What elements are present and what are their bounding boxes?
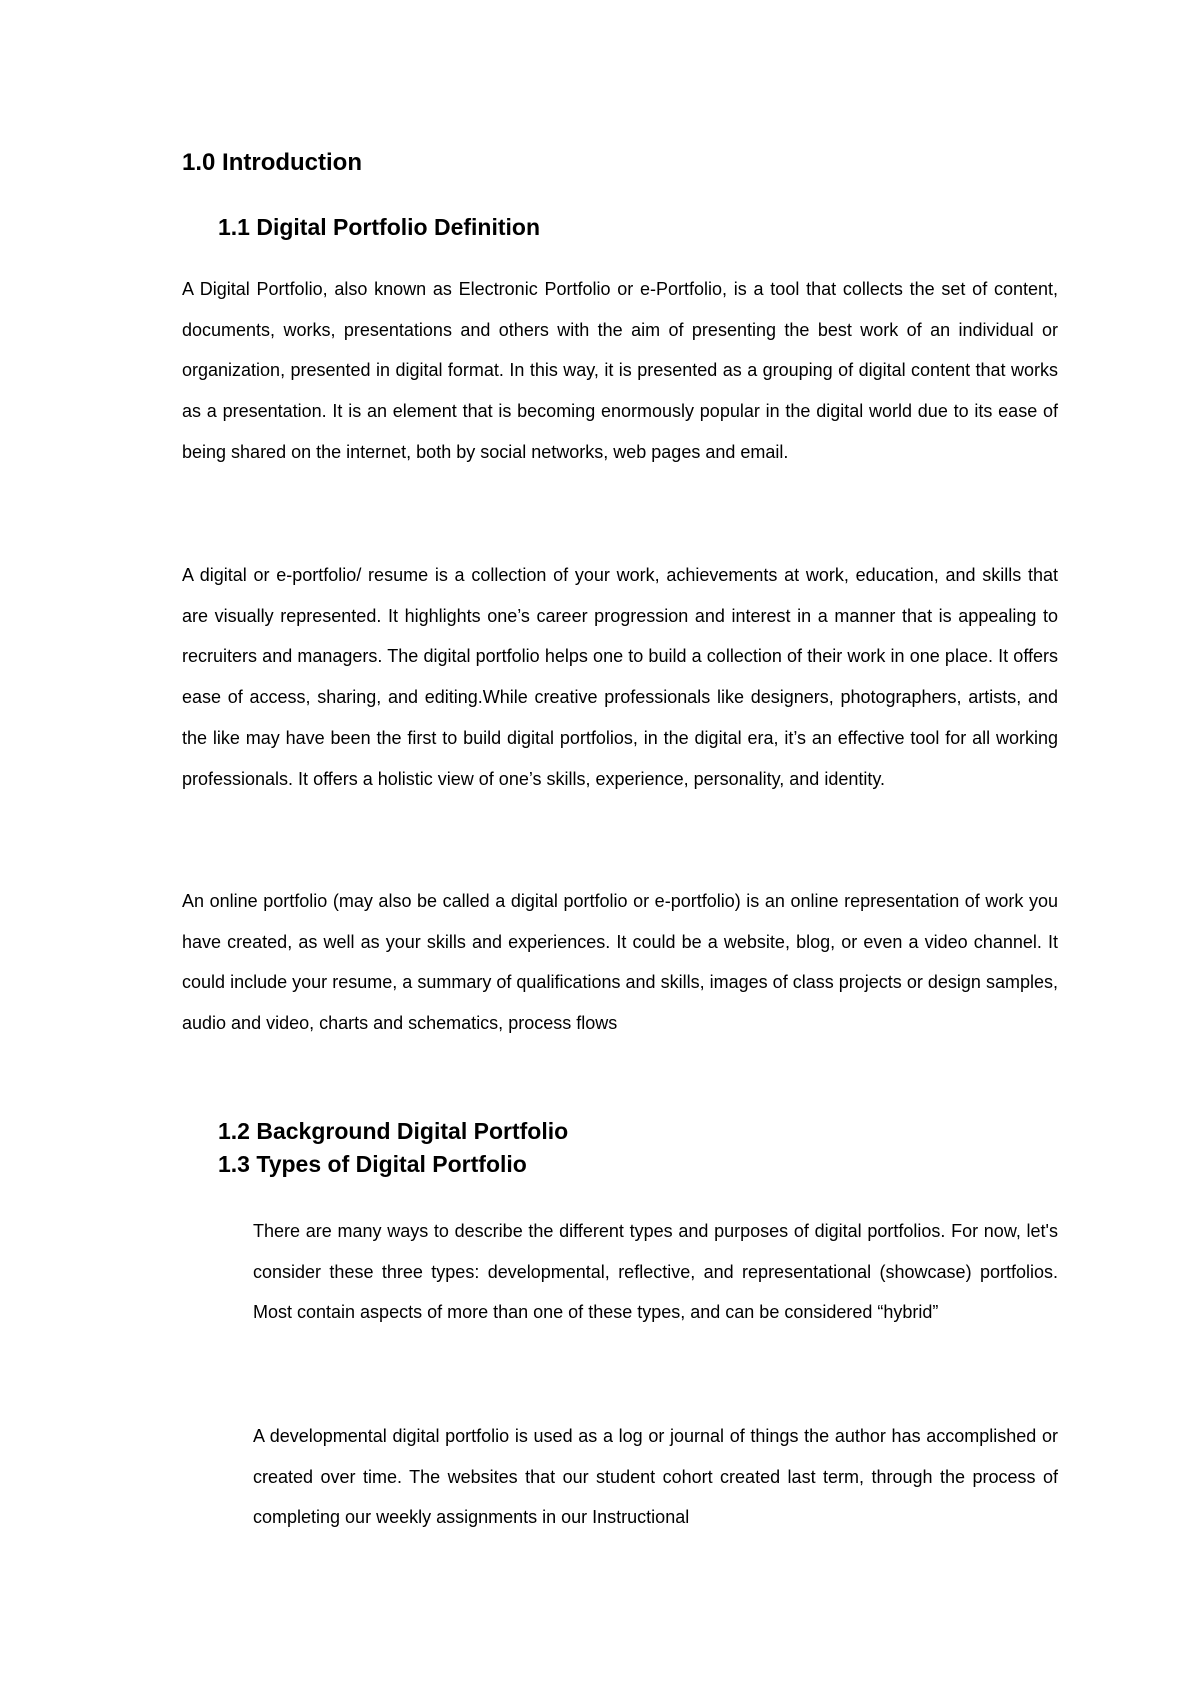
subsection-heading-types: 1.3 Types of Digital Portfolio: [218, 1151, 527, 1177]
paragraph-types-1: There are many ways to describe the different types and purposes of digital portfolios. For now, let's consider these three types: developmental, reflective, and representational (showcase) portfolios. Most contain aspects of more than one of these types, and can be considered “hybrid”: [253, 1221, 1058, 1323]
paragraph-definition-3: An online portfolio (may also be called a digital portfolio or e-portfolio) is an online representation of work you have created, as well as your skills and experiences. It could be a website, blog, or even a video channel. It could include your resume, a summary of qualifications and skills, images of class projects or design samples, audio and video, charts and schematics, process flows: [182, 891, 1058, 1034]
section-heading-introduction: 1.0 Introduction: [182, 149, 362, 176]
paragraph-definition-2: A digital or e-portfolio/ resume is a collection of your work, achievements at work, education, and skills that are visually represented. It highlights one’s career progression and interest in a manner that is appealing to recruiters and managers. The digital portfolio helps one to build a collection of their work in one place. It offers ease of access, sharing, and editing.While creative professionals like designers, photographers, artists, and the like may have been the first to build digital portfolios, in the digital era, it’s an effective tool for all working professionals. It offers a holistic view of one’s skills, experience, personality, and identity.: [182, 565, 1058, 789]
paragraph-definition-1: A Digital Portfolio, also known as Electronic Portfolio or e-Portfolio, is a tool that collects the set of content, documents, works, presentations and others with the aim of presenting the best work of an individual or organization, presented in digital format. In this way, it is presented as a grouping of digital content that works as a presentation. It is an element that is becoming enormously popular in the digital world due to its ease of being shared on the internet, both by social networks, web pages and email.: [182, 279, 1058, 462]
subsection-heading-background: 1.2 Background Digital Portfolio: [218, 1118, 569, 1144]
subsection-heading-definition: 1.1 Digital Portfolio Definition: [218, 214, 540, 240]
paragraph-types-2: A developmental digital portfolio is used as a log or journal of things the author has accomplished or created over time. The websites that our student cohort created last term, through the process of completing our weekly assignments in our Instructional: [253, 1426, 1058, 1528]
